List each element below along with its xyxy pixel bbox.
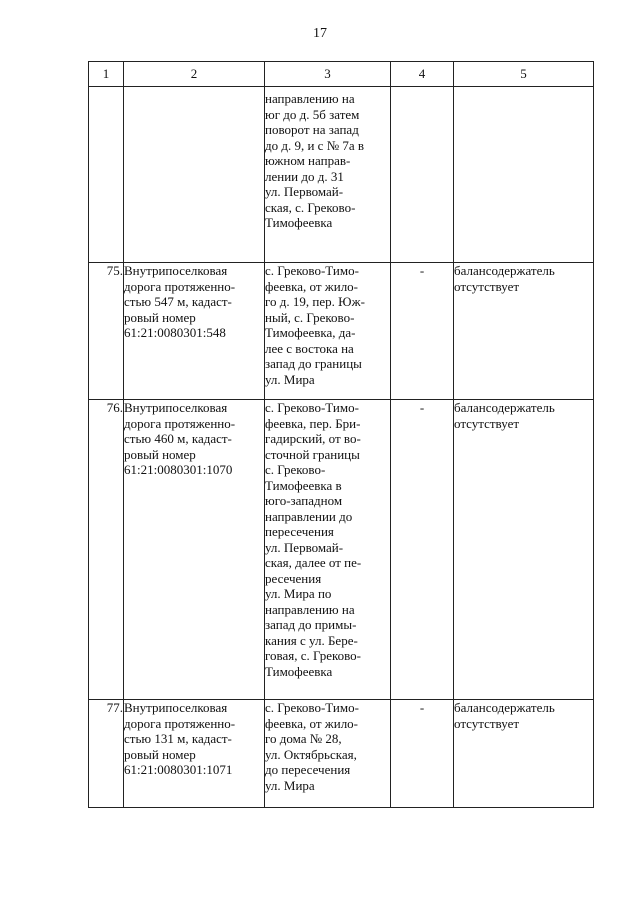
row-number-cell [89, 263, 124, 400]
row-number-cell [89, 400, 124, 700]
column-4-value: - [419, 400, 425, 415]
road-name-cell [124, 400, 265, 700]
road-name-text: Внутрипоселковая дорога протяженно- стью 547 м, кадаст- ровый номер 61:21:0080301:548 [124, 263, 236, 340]
column-4-cell [391, 400, 454, 700]
road-name-cell [124, 87, 265, 263]
owner-cell [454, 400, 594, 700]
owner-text: балансодержатель отсутствует [454, 263, 555, 294]
owner-cell [454, 700, 594, 808]
row-number: 77. [106, 700, 123, 715]
table-row [89, 263, 594, 400]
column-4-value: - [419, 263, 425, 278]
road-location-cell [265, 700, 391, 808]
road-location-text: направлению на юг до д. 5б затем поворот на запад до д. 9, и с № 7а в южном направ- лении до д. 31 ул. Первомай- ская, с. Греково- Тимофеевка [265, 91, 365, 230]
column-4-cell [391, 700, 454, 808]
row-number: 76. [106, 400, 123, 415]
road-location-cell [265, 87, 391, 263]
road-location-text: с. Греково-Тимо- феевка, от жило- го дома № 28, ул. Октябрьская, до пересечения ул. Мира [265, 700, 359, 793]
column-4-cell [391, 263, 454, 400]
table-header-row [89, 62, 594, 87]
roads-table [88, 61, 594, 808]
column-header-2: 2 [124, 62, 265, 87]
column-header-4: 4 [391, 62, 454, 87]
table-row-continuation [89, 87, 594, 263]
owner-text: балансодержатель отсутствует [454, 700, 555, 731]
table-row [89, 700, 594, 808]
road-location-text: с. Греково-Тимо- феевка, пер. Бри- гадирский, от во- сточной границы с. Греково- Тимофеевка в юго-западном направлении до пересечения ул. Первомай- ская, далее от пе- ресечения ул. Мира по направлению на запад до примы- кания с ул. Бере- говая, с. Греково- Тимофеевка [265, 400, 362, 679]
road-name-cell [124, 263, 265, 400]
owner-cell [454, 263, 594, 400]
road-name-text: Внутрипоселковая дорога протяженно- стью 131 м, кадаст- ровый номер 61:21:0080301:1071 [124, 700, 236, 777]
owner-cell [454, 87, 594, 263]
column-header-3: 3 [265, 62, 391, 87]
row-number-cell [89, 87, 124, 263]
road-name-cell [124, 700, 265, 808]
road-location-text: с. Греково-Тимо- феевка, от жило- го д. 19, пер. Юж- ный, с. Греково- Тимофеевка, да- лее с востока на запад до границы ул. Мира [265, 263, 365, 387]
column-header-1: 1 [89, 62, 124, 87]
owner-text: балансодержатель отсутствует [454, 400, 555, 431]
column-header-5: 5 [454, 62, 594, 87]
road-location-cell [265, 263, 391, 400]
column-4-cell [391, 87, 454, 263]
column-4-value: - [419, 700, 425, 715]
row-number: 75. [106, 263, 123, 278]
table-row [89, 400, 594, 700]
page-number: 17 [313, 26, 327, 41]
road-name-text: Внутрипоселковая дорога протяженно- стью 460 м, кадаст- ровый номер 61:21:0080301:1070 [124, 400, 236, 477]
row-number-cell [89, 700, 124, 808]
road-location-cell [265, 400, 391, 700]
